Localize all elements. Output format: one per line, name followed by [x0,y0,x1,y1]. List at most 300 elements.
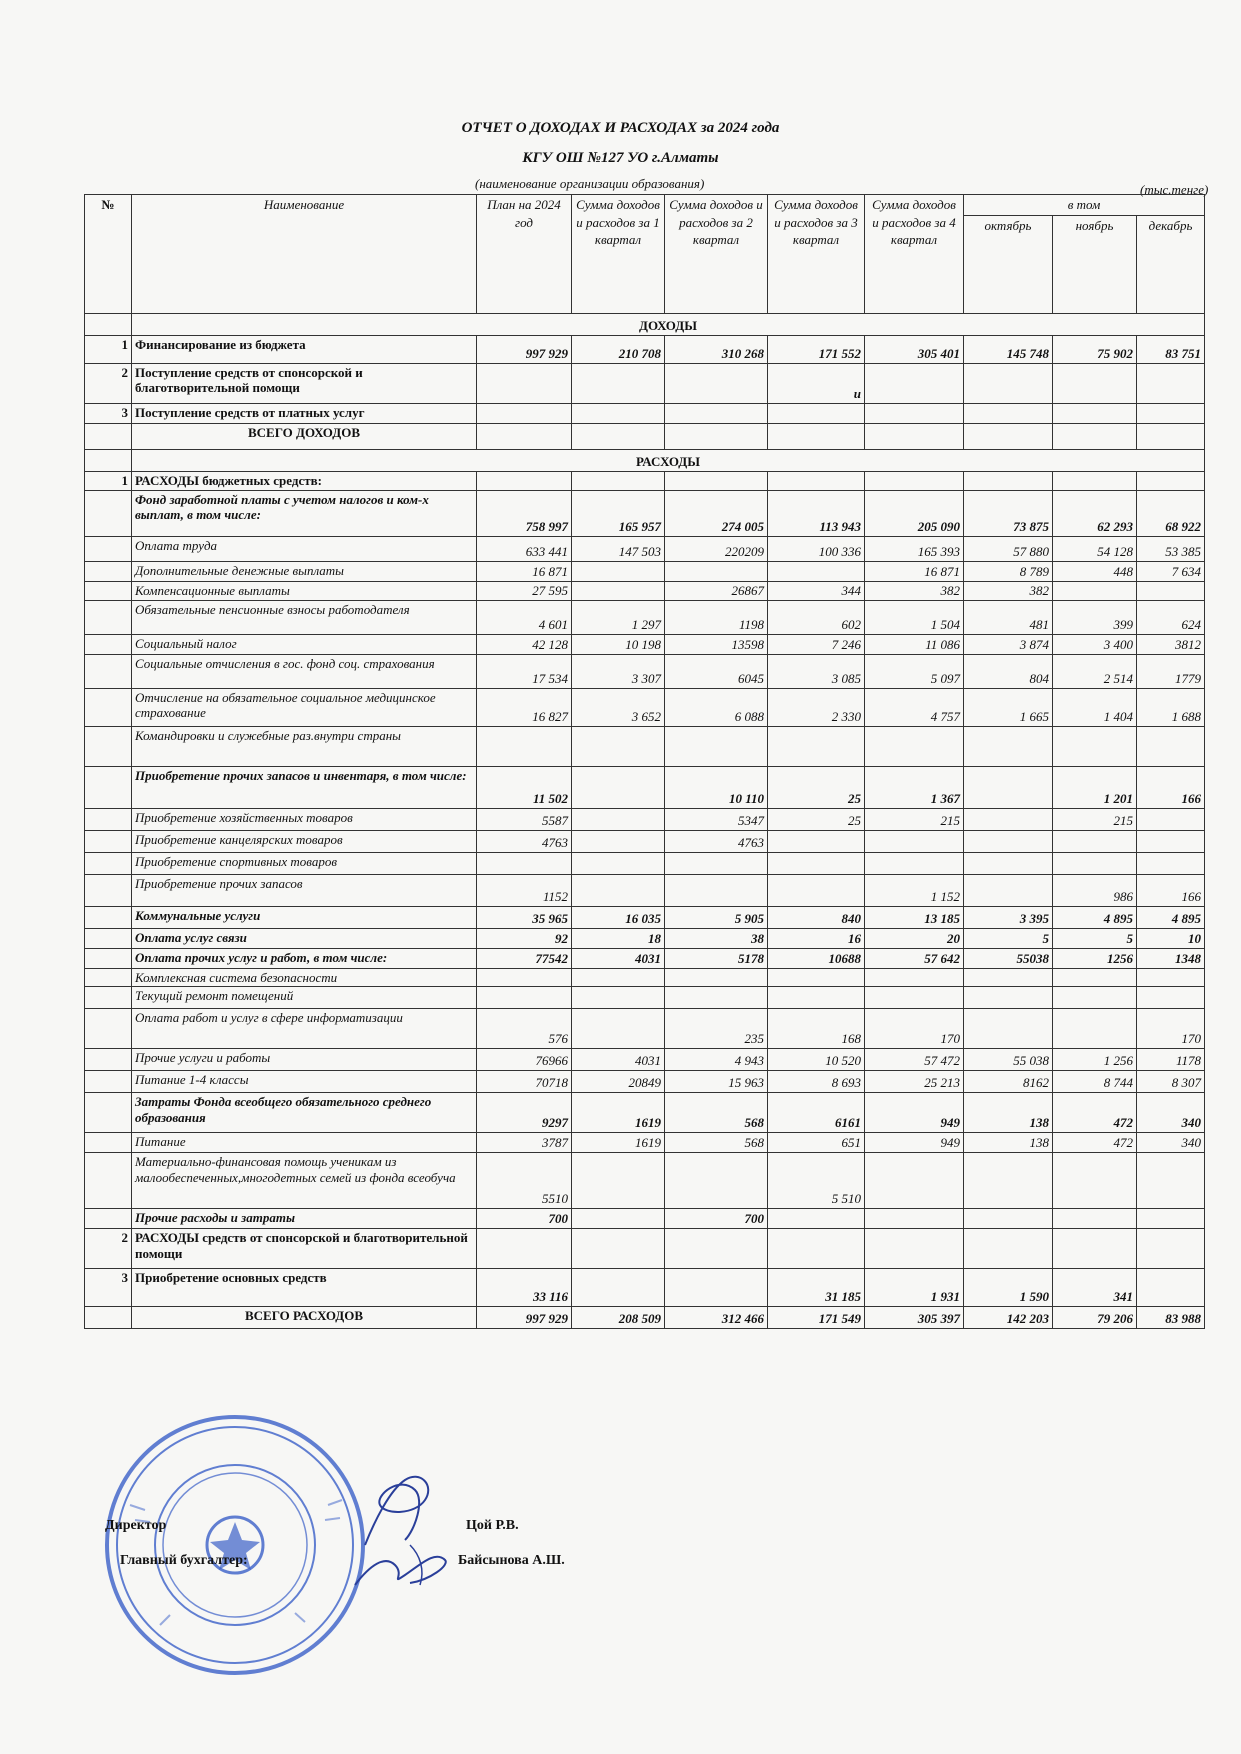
expense-row [85,1229,1205,1269]
organization-caption: (наименование организации образования) [475,176,705,191]
cell-value [572,726,665,766]
cell-value: 8 789 [964,561,1053,581]
cell-value: 5510 [477,1153,572,1209]
row-name: Приобретение прочих запасов [132,874,477,906]
cell-value: 4 895 [1053,906,1137,928]
cell-value [665,403,768,423]
cell-value: 92 [477,928,572,948]
cell-value: 5178 [665,948,768,968]
cell-value [1053,1209,1137,1229]
cell-value: 448 [1053,561,1137,581]
cell-value: 6045 [665,654,768,688]
cell-value: 758 997 [477,490,572,536]
row-number [85,1049,132,1071]
cell-value [768,987,865,1009]
cell-value [964,987,1053,1009]
cell-value: 949 [865,1093,964,1133]
expense-row [85,471,1205,490]
cell-value: 1256 [1053,948,1137,968]
cell-value [572,1009,665,1049]
cell-value: 235 [665,1009,768,1049]
row-name: Социальный налог [132,634,477,654]
cell-value: 310 268 [665,335,768,363]
expense-row [85,968,1205,987]
cell-value [1137,1209,1205,1229]
cell-value [1053,581,1137,600]
row-name: Обязательные пенсионные взносы работодателя [132,600,477,634]
cell-value [477,968,572,987]
cell-value [768,403,865,423]
cell-value [1137,968,1205,987]
expense-row [85,726,1205,766]
expense-row [85,1269,1205,1307]
cell-value: 3 874 [964,634,1053,654]
row-number: 2 [85,1229,132,1269]
row-number [85,906,132,928]
cell-value [477,726,572,766]
cell-value [1137,1229,1205,1269]
cell-value: 138 [964,1133,1053,1153]
cell-value [1053,968,1137,987]
cell-value: 949 [865,1133,964,1153]
row-number [85,766,132,808]
cell-value [572,987,665,1009]
cell-value: 25 213 [865,1071,964,1093]
cell-value: 341 [1053,1269,1137,1307]
cell-value: 624 [1137,600,1205,634]
cell-value [1053,403,1137,423]
expense-row [85,490,1205,536]
row-name: Финансирование из бюджета [132,335,477,363]
expense-row [85,874,1205,906]
row-name: Материально-финансовая помощь ученикам из малообеспеченных,многодетных семей из фонда всеобуча [132,1153,477,1209]
cell-value: 76966 [477,1049,572,1071]
row-name: Поступление средств от платных услуг [132,403,477,423]
row-name: Фонд заработной платы с учетом налогов и ком-х выплат, в том числе: [132,490,477,536]
cell-value: 5 097 [865,654,964,688]
row-number [85,634,132,654]
cell-value: 55 038 [964,1049,1053,1071]
row-name: Оплата труда [132,536,477,561]
cell-value [572,1229,665,1269]
row-name: Питание 1-4 классы [132,1071,477,1093]
row-number [85,561,132,581]
row-number: 3 [85,403,132,423]
cell-value [1137,471,1205,490]
row-number [85,581,132,600]
expense-row [85,948,1205,968]
cell-value [1053,363,1137,403]
row-number [85,1009,132,1049]
cell-value: 312 466 [665,1307,768,1329]
cell-value: 4 895 [1137,906,1205,928]
row-name: Прочие услуги и работы [132,1049,477,1071]
cell-value [665,1153,768,1209]
expense-row [85,928,1205,948]
cell-value: 344 [768,581,865,600]
col-in-that: в том [964,195,1205,216]
row-name: Дополнительные денежные выплаты [132,561,477,581]
cell-value [572,1153,665,1209]
cell-value: 33 116 [477,1269,572,1307]
cell-value: 1 201 [1053,766,1137,808]
row-number [85,808,132,830]
cell-value: 651 [768,1133,865,1153]
cell-value [572,766,665,808]
cell-value: 568 [665,1093,768,1133]
cell-value: 205 090 [865,490,964,536]
row-name: Комплексная система безопасности [132,968,477,987]
cell-value: 54 128 [1053,536,1137,561]
cell-value: 5 [1053,928,1137,948]
cell-value: 83 751 [1137,335,1205,363]
cell-value: 70718 [477,1071,572,1093]
row-number: 1 [85,471,132,490]
row-name: Поступление средств от спонсорской и благотворительной помощи [132,363,477,403]
row-number [85,852,132,874]
cell-value: 5 905 [665,906,768,928]
cell-value [665,852,768,874]
cell-value [1053,987,1137,1009]
cell-value: 5 510 [768,1153,865,1209]
cell-value [1137,1153,1205,1209]
cell-value [768,874,865,906]
cell-value: 138 [964,1093,1053,1133]
expense-row [85,1209,1205,1229]
cell-value [665,987,768,1009]
cell-value: 220209 [665,536,768,561]
cell-value [572,1209,665,1229]
cell-value [768,852,865,874]
accountant-signature [350,1535,460,1595]
cell-value [964,471,1053,490]
row-number [85,948,132,968]
expense-row [85,830,1205,852]
cell-value: 79 206 [1053,1307,1137,1329]
row-number [85,600,132,634]
cell-value [1053,471,1137,490]
cell-value: 5587 [477,808,572,830]
report-table [84,194,1205,1329]
row-name: Приобретение хозяйственных товаров [132,808,477,830]
cell-value: 633 441 [477,536,572,561]
cell-value [964,808,1053,830]
cell-value [1137,830,1205,852]
cell-value: 3 395 [964,906,1053,928]
cell-value: 340 [1137,1093,1205,1133]
cell-value: 113 943 [768,490,865,536]
row-name: Оплата услуг связи [132,928,477,948]
accountant-label: Главный бухгалтер: [120,1553,248,1568]
cell-value [964,1229,1053,1269]
cell-value: 16 871 [477,561,572,581]
row-number [85,688,132,726]
cell-value [572,808,665,830]
cell-value [665,471,768,490]
expenses-section-header: РАСХОДЫ [132,449,1205,471]
cell-value: 25 [768,766,865,808]
cell-value: 10 520 [768,1049,865,1071]
cell-value [964,1153,1053,1209]
cell-value: 382 [964,581,1053,600]
row-name: Питание [132,1133,477,1153]
cell-value [665,1269,768,1307]
cell-value: и [768,363,865,403]
expense-row [85,561,1205,581]
row-name: РАСХОДЫ бюджетных средств: [132,471,477,490]
cell-value: 8 307 [1137,1071,1205,1093]
row-name: Отчисление на обязательное социальное медицинское страхование [132,688,477,726]
cell-value: 3 085 [768,654,865,688]
cell-value: 20849 [572,1071,665,1093]
cell-value: 382 [865,581,964,600]
col-nov: ноябрь [1053,215,1137,313]
expense-row [85,1133,1205,1153]
cell-value: 4 757 [865,688,964,726]
row-name: Приобретение прочих запасов и инвентаря, в том числе: [132,766,477,808]
cell-value: 1 665 [964,688,1053,726]
cell-value: 25 [768,808,865,830]
total-expenses-label: ВСЕГО РАСХОДОВ [132,1307,477,1329]
cell-value: 171 552 [768,335,865,363]
cell-value [1137,726,1205,766]
col-q3: Сумма доходов и расходов за 3 квартал [768,195,865,314]
cell-value: 1 152 [865,874,964,906]
cell-value [572,852,665,874]
cell-value: 1 504 [865,600,964,634]
cell-value [865,363,964,403]
cell-value: 35 965 [477,906,572,928]
col-name: Наименование [132,195,477,314]
row-number [85,1153,132,1209]
income-row [85,403,1205,423]
cell-value: 2 514 [1053,654,1137,688]
row-name: Приобретение спортивных товаров [132,852,477,874]
expense-row [85,634,1205,654]
cell-value [665,363,768,403]
cell-value [964,363,1053,403]
cell-value: 147 503 [572,536,665,561]
cell-value: 73 875 [964,490,1053,536]
cell-value [865,1229,964,1269]
cell-value [865,830,964,852]
cell-value: 4763 [477,830,572,852]
cell-value: 3 400 [1053,634,1137,654]
col-q1: Сумма доходов и расходов за 1 квартал [572,195,665,314]
total-income-row [85,423,1205,449]
cell-value: 8162 [964,1071,1053,1093]
cell-value [865,726,964,766]
cell-value: 166 [1137,874,1205,906]
cell-value: 16 827 [477,688,572,726]
cell-value: 57 472 [865,1049,964,1071]
director-label: Директор [105,1518,167,1533]
cell-value [1053,830,1137,852]
cell-value [865,852,964,874]
cell-value: 68 922 [1137,490,1205,536]
cell-value [768,1229,865,1269]
row-number [85,726,132,766]
cell-value: 1152 [477,874,572,906]
cell-value [665,726,768,766]
director-name: Цой Р.В. [466,1518,519,1533]
cell-value: 15 963 [665,1071,768,1093]
row-number [85,830,132,852]
cell-value [1053,1009,1137,1049]
cell-value [1137,852,1205,874]
cell-value: 18 [572,928,665,948]
cell-value: 1 590 [964,1269,1053,1307]
cell-value [964,1009,1053,1049]
row-number [85,1071,132,1093]
cell-value: 170 [1137,1009,1205,1049]
expense-row [85,1153,1205,1209]
cell-value [1137,581,1205,600]
cell-value: 77542 [477,948,572,968]
cell-value [964,852,1053,874]
income-row [85,335,1205,363]
cell-value: 8 693 [768,1071,865,1093]
cell-value: 210 708 [572,335,665,363]
cell-value: 986 [1053,874,1137,906]
cell-value: 399 [1053,600,1137,634]
expense-row [85,536,1205,561]
cell-value [768,471,865,490]
col-dec: декабрь [1137,215,1205,313]
cell-value [572,830,665,852]
row-number [85,1209,132,1229]
cell-value: 1 404 [1053,688,1137,726]
cell-value: 142 203 [964,1307,1053,1329]
col-plan: План на 2024 год [477,195,572,314]
cell-value: 55038 [964,948,1053,968]
expense-row [85,1093,1205,1133]
cell-value [477,403,572,423]
cell-value: 1178 [1137,1049,1205,1071]
cell-value: 274 005 [665,490,768,536]
cell-value: 305 401 [865,335,964,363]
expense-row [85,1009,1205,1049]
cell-value [865,968,964,987]
cell-value: 10688 [768,948,865,968]
cell-value: 1619 [572,1093,665,1133]
total-expenses-row [85,1307,1205,1329]
expense-row [85,1071,1205,1093]
cell-value: 340 [1137,1133,1205,1153]
cell-value: 53 385 [1137,536,1205,561]
expense-row [85,1049,1205,1071]
cell-value [665,561,768,581]
cell-value [964,403,1053,423]
cell-value: 11 086 [865,634,964,654]
cell-value: 16 871 [865,561,964,581]
cell-value [572,874,665,906]
income-row [85,363,1205,403]
cell-value: 6161 [768,1093,865,1133]
cell-value [1137,1269,1205,1307]
row-name: Командировки и служебные раз.внутри страны [132,726,477,766]
expense-row [85,581,1205,600]
cell-value: 165 957 [572,490,665,536]
cell-value [477,471,572,490]
cell-value: 997 929 [477,1307,572,1329]
col-no: № [85,195,132,314]
row-name: Коммунальные услуги [132,906,477,928]
row-number: 1 [85,335,132,363]
cell-value: 165 393 [865,536,964,561]
cell-value: 16 035 [572,906,665,928]
cell-value: 1619 [572,1133,665,1153]
cell-value [1053,1153,1137,1209]
organization-name: КГУ ОШ №127 УО г.Алматы [522,150,719,166]
cell-value [768,830,865,852]
row-number [85,490,132,536]
cell-value: 1 256 [1053,1049,1137,1071]
cell-value: 481 [964,600,1053,634]
cell-value: 700 [665,1209,768,1229]
official-stamp [100,1410,370,1680]
cell-value [1137,808,1205,830]
cell-value: 7 634 [1137,561,1205,581]
cell-value [572,471,665,490]
cell-value [1137,987,1205,1009]
cell-value: 4031 [572,948,665,968]
cell-value: 8 744 [1053,1071,1137,1093]
cell-value [865,471,964,490]
col-oct: октябрь [964,215,1053,313]
row-name: Текущий ремонт помещений [132,987,477,1009]
row-name: Компенсационные выплаты [132,581,477,600]
row-number [85,1133,132,1153]
cell-value: 3 652 [572,688,665,726]
cell-value: 4031 [572,1049,665,1071]
row-number [85,987,132,1009]
cell-value: 26867 [665,581,768,600]
cell-value [964,766,1053,808]
cell-value [477,852,572,874]
cell-value [865,1209,964,1229]
cell-value [964,830,1053,852]
cell-value: 4 943 [665,1049,768,1071]
cell-value: 42 128 [477,634,572,654]
cell-value [1053,1229,1137,1269]
expense-row [85,654,1205,688]
accountant-name: Байсынова А.Ш. [458,1553,565,1568]
cell-value: 10 110 [665,766,768,808]
expense-row [85,852,1205,874]
col-q2: Сумма доходов и расходов за 2 квартал [665,195,768,314]
cell-value: 10 198 [572,634,665,654]
cell-value: 5347 [665,808,768,830]
cell-value [665,1229,768,1269]
unit-label: (тыс.тенге) [1140,182,1209,197]
row-name: Приобретение основных средств [132,1269,477,1307]
cell-value [572,363,665,403]
cell-value [572,1269,665,1307]
cell-value [865,1153,964,1209]
cell-value [572,561,665,581]
row-number [85,928,132,948]
cell-value: 62 293 [1053,490,1137,536]
row-number: 3 [85,1269,132,1307]
cell-value [768,968,865,987]
row-name: Социальные отчисления в гос. фонд соц. страхования [132,654,477,688]
cell-value [964,1209,1053,1229]
cell-value [1137,403,1205,423]
cell-value: 1 297 [572,600,665,634]
cell-value [1053,726,1137,766]
cell-value [964,726,1053,766]
